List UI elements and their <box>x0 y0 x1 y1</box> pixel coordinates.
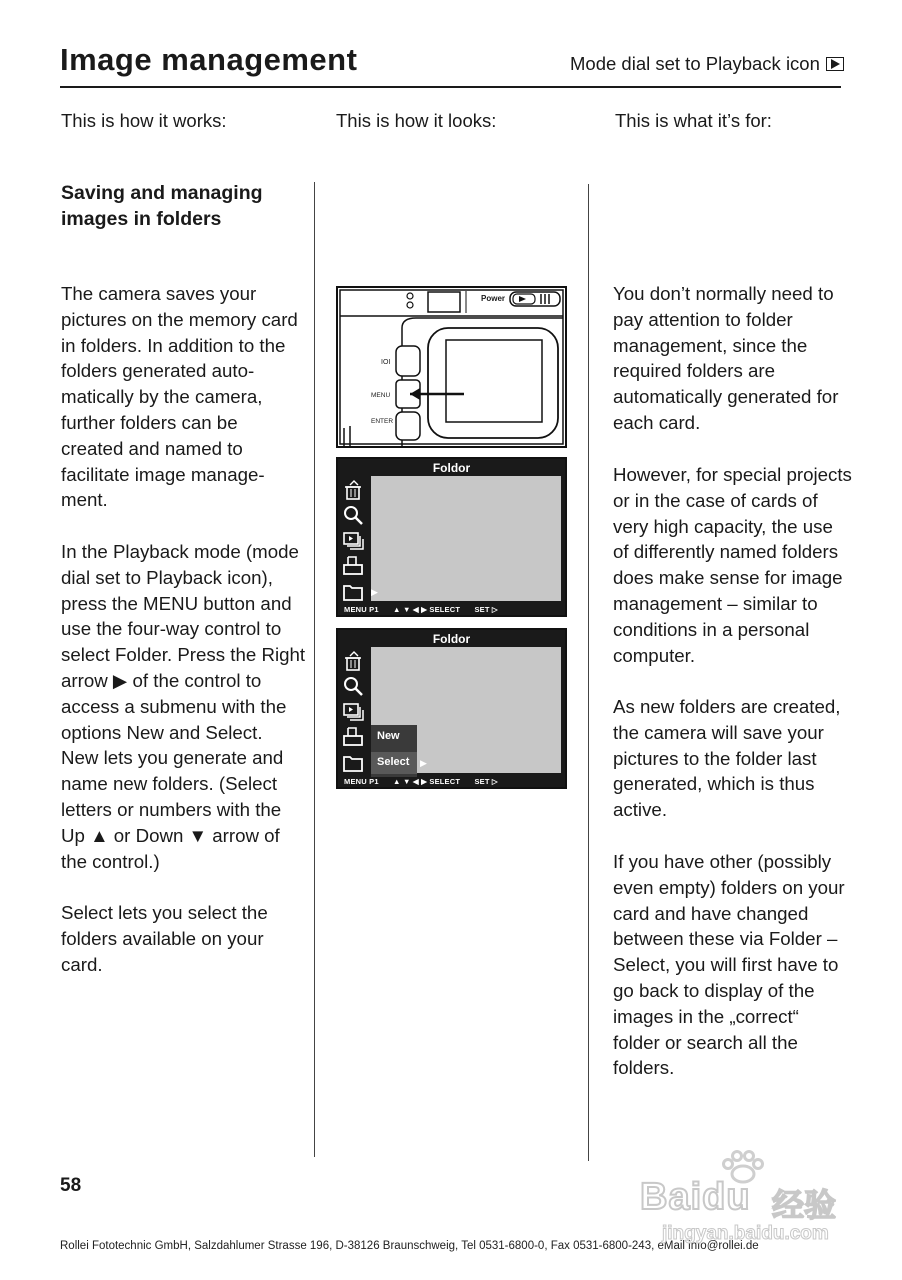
menu-status-bar <box>344 605 561 614</box>
folder-menu-screen <box>336 457 567 617</box>
left-paragraph-1: The camera saves your pictures on the memory card in folders. In addition to the folders generated auto- matically by the camera, further folders can be created and named to facilitate image manage- ment. <box>61 283 298 511</box>
enter-button-label: ENTER <box>371 418 394 425</box>
mode-text: Mode dial set to Playback icon <box>570 53 820 74</box>
slideshow-icon <box>342 530 364 552</box>
watermark-url: jingyan.baidu.com <box>662 1223 829 1244</box>
power-label: Power <box>481 294 506 303</box>
left-paragraph-2: In the Playback mode (mode dial set to Playback icon), press the MENU button and use the four-way control to select Folder. Press the Right arrow ▶ of the control to access a submenu with the options New and Select. New lets you generate and name new folders. (Select letters or numbers with the Up ▲ or Down ▼ arrow of the control.) <box>61 541 306 872</box>
slideshow-icon <box>342 701 364 723</box>
menu-page-label: MENU P1 <box>344 777 379 786</box>
watermark-cn: 经验 <box>772 1187 837 1223</box>
trash-icon <box>342 479 364 501</box>
set-hint: SET ▷ <box>474 605 498 614</box>
screen-area <box>371 476 561 601</box>
left-paragraph-3: Select lets you select the folders available on your card. <box>61 902 268 975</box>
submenu-option-select: Select <box>377 756 410 768</box>
page-number: 58 <box>60 1175 82 1196</box>
submenu-arrow-icon: ▶ <box>420 758 427 768</box>
folder-submenu <box>371 725 417 777</box>
magnifier-icon <box>342 504 364 526</box>
header-rule <box>60 86 841 88</box>
menu-title: Foldor <box>432 461 471 475</box>
select-hint: ▲ ▼ ◀ ▶ SELECT <box>393 605 461 614</box>
mode-note <box>570 53 844 75</box>
footer-imprint: Rollei Fototechnic GmbH, Salzdahlumer Strasse 196, D-38126 Braunschweig, Tel 0531-6800-0, Fax 0531-6800-243, eMail info@rollei.de <box>60 1240 759 1252</box>
folder-icon <box>342 752 364 774</box>
menu-title: Foldor <box>432 632 471 646</box>
set-hint: SET ▷ <box>474 777 498 786</box>
submenu-option-new: New <box>377 730 400 742</box>
column-heading-looks: This is how it looks: <box>336 110 497 131</box>
right-paragraph-1: You don’t normally need to pay attention to folder management, since the required folders are automatically generated for each card. <box>613 283 839 433</box>
print-icon <box>342 555 364 577</box>
menu-status-bar <box>344 777 561 786</box>
submenu-arrow-icon: ▶ <box>371 587 378 597</box>
playback-icon <box>826 57 844 71</box>
display-button-label: IOI <box>381 359 391 366</box>
print-icon <box>342 726 364 748</box>
right-paragraph-3: As new folders are created, the camera will save your pictures to the folder last generated, which is thus active. <box>613 696 841 821</box>
baidu-watermark <box>640 1150 850 1245</box>
section-heading: Saving and managing images in folders <box>61 182 263 230</box>
column-heading-works: This is how it works: <box>61 110 227 131</box>
right-paragraph-4: If you have other (possibly even empty) folders on your card and have changed between these via Folder – Select, you will first have to go back to display of the images in the „correct“ folder or search all the folders. <box>613 851 845 1079</box>
menu-button-label: MENU <box>371 392 391 399</box>
folder-submenu-screen <box>336 628 567 789</box>
magnifier-icon <box>342 675 364 697</box>
select-hint: ▲ ▼ ◀ ▶ SELECT <box>393 777 461 786</box>
column-divider-left <box>314 182 315 1157</box>
menu-page-label: MENU P1 <box>344 605 379 614</box>
column-heading-for: This is what it’s for: <box>615 110 772 131</box>
folder-icon <box>342 581 364 603</box>
right-paragraph-2: However, for special projects or in the case of cards of very high capacity, the use of differently named folders does make sense for image management – similar to conditions in a personal computer. <box>613 464 852 666</box>
page-title: Image management <box>60 42 358 77</box>
trash-icon <box>342 650 364 672</box>
camera-back-illustration <box>336 286 567 448</box>
column-divider-right <box>588 184 589 1161</box>
watermark-brand: Baidu <box>640 1176 751 1218</box>
